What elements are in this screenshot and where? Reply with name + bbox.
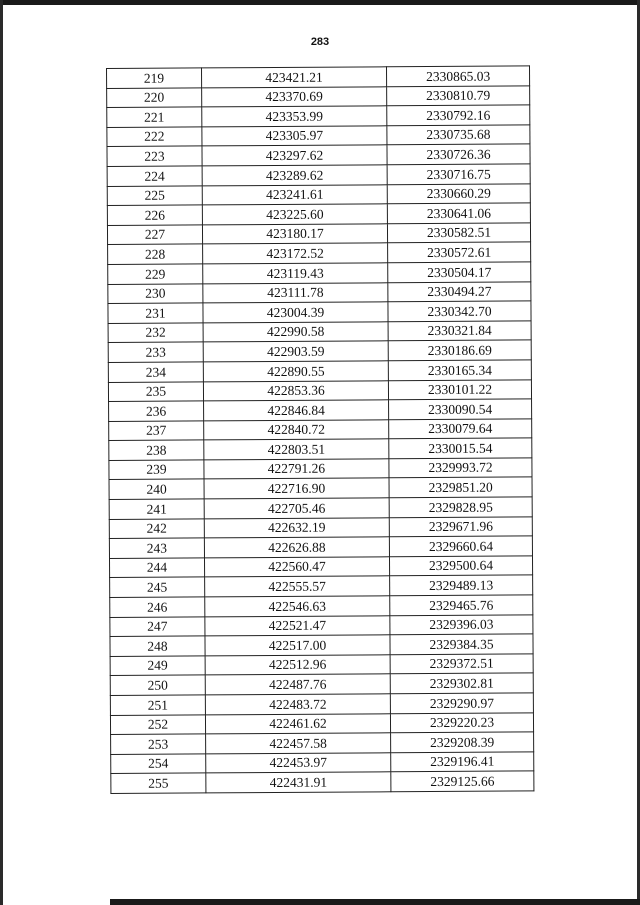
table-row [110,615,533,637]
coordinate-table [106,65,534,794]
easting-cell: 423289.62 [202,165,387,186]
page-number: 283 [310,36,330,48]
point-number-cell: 229 [108,264,203,284]
table-row [109,556,532,578]
easting-cell: 422791.26 [204,459,389,480]
table-row [110,693,533,715]
easting-cell: 422546.63 [205,596,390,617]
point-number-cell: 237 [109,421,204,441]
northing-cell: 2329302.81 [390,673,533,693]
point-number-cell: 243 [109,538,204,558]
easting-cell: 423004.39 [203,302,388,323]
table-row [107,164,530,186]
table-row [110,575,533,597]
northing-cell: 2329384.35 [390,634,533,654]
easting-cell: 423241.61 [202,184,387,205]
table-row [108,242,531,264]
point-number-cell: 245 [110,577,205,597]
point-number-cell: 248 [110,636,205,656]
easting-cell: 422990.58 [203,321,388,342]
northing-cell: 2329208.39 [391,732,534,752]
point-number-cell: 255 [111,773,206,793]
northing-cell: 2329465.76 [390,595,533,615]
northing-cell: 2330079.64 [389,419,532,439]
scan-border-bottom [110,899,640,905]
easting-cell: 422555.57 [205,576,390,597]
table-row [108,340,531,362]
table-row [109,458,532,480]
point-number-cell: 235 [108,381,203,401]
point-number-cell: 250 [110,675,205,695]
easting-cell: 422632.19 [204,517,389,538]
northing-cell: 2329125.66 [391,771,534,791]
northing-cell: 2330186.69 [388,340,531,360]
table-row [110,712,533,734]
northing-cell: 2329660.64 [389,536,532,556]
table-row [109,536,532,558]
easting-cell: 422483.72 [205,694,390,715]
northing-cell: 2330015.54 [389,438,532,458]
point-number-cell: 254 [111,754,206,774]
northing-cell: 2330504.17 [388,262,531,282]
northing-cell: 2330865.03 [387,66,530,86]
table-row [111,771,534,793]
table-row [108,379,531,401]
northing-cell: 2330660.29 [387,183,530,203]
coordinate-table-wrapper [106,65,534,794]
scan-border-left [0,0,3,905]
table-row [109,517,532,539]
northing-cell: 2330735.68 [387,125,530,145]
table-row [109,497,532,519]
table-row [108,281,531,303]
northing-cell: 2330641.06 [387,203,530,223]
easting-cell: 422560.47 [204,557,389,578]
northing-cell: 2329396.03 [390,615,533,635]
easting-cell: 422903.59 [203,341,388,362]
point-number-cell: 247 [110,617,205,637]
table-row [107,86,530,108]
point-number-cell: 219 [107,68,202,88]
table-row [107,144,530,166]
northing-cell: 2330101.22 [389,379,532,399]
table-row [108,321,531,343]
easting-cell: 423305.97 [202,126,387,147]
point-number-cell: 227 [107,225,202,245]
table-row [108,262,531,284]
table-row [107,223,530,245]
point-number-cell: 244 [109,558,204,578]
point-number-cell: 225 [107,185,202,205]
point-number-cell: 236 [109,401,204,421]
northing-cell: 2329290.97 [390,693,533,713]
easting-cell: 422521.47 [205,615,390,636]
easting-cell: 423225.60 [202,204,387,225]
northing-cell: 2330342.70 [388,301,531,321]
table-row [110,654,533,676]
table-row [109,438,532,460]
easting-cell: 422512.96 [205,655,390,676]
easting-cell: 422626.88 [204,537,389,558]
easting-cell: 423297.62 [202,145,387,166]
point-number-cell: 226 [107,205,202,225]
point-number-cell: 223 [107,146,202,166]
point-number-cell: 253 [111,734,206,754]
point-number-cell: 242 [109,519,204,539]
northing-cell: 2330726.36 [387,144,530,164]
northing-cell: 2330716.75 [387,164,530,184]
northing-cell: 2330090.54 [389,399,532,419]
easting-cell: 422846.84 [203,400,388,421]
northing-cell: 2329828.95 [389,497,532,517]
point-number-cell: 224 [107,166,202,186]
point-number-cell: 221 [107,107,202,127]
point-number-cell: 232 [108,323,203,343]
easting-cell: 422431.91 [206,772,391,793]
northing-cell: 2330792.16 [387,105,530,125]
table-row [109,399,532,421]
easting-cell: 423370.69 [202,86,387,107]
table-row [109,477,532,499]
northing-cell: 2330494.27 [388,281,531,301]
point-number-cell: 231 [108,303,203,323]
table-row [110,634,533,656]
table-row [110,673,533,695]
easting-cell: 422853.36 [203,380,388,401]
point-number-cell: 240 [109,479,204,499]
easting-cell: 423353.99 [202,106,387,127]
easting-cell: 423172.52 [203,243,388,264]
coordinate-table-body [107,66,534,794]
easting-cell: 422705.46 [204,498,389,519]
easting-cell: 422716.90 [204,478,389,499]
table-row [107,105,530,127]
easting-cell: 423180.17 [202,224,387,245]
point-number-cell: 238 [109,440,204,460]
table-row [107,203,530,225]
scan-border-top [0,0,640,5]
easting-cell: 423421.21 [201,67,386,88]
table-row [107,183,530,205]
northing-cell: 2329372.51 [390,654,533,674]
northing-cell: 2329500.64 [390,556,533,576]
northing-cell: 2329489.13 [390,575,533,595]
easting-cell: 422840.72 [204,419,389,440]
point-number-cell: 222 [107,127,202,147]
point-number-cell: 239 [109,460,204,480]
point-number-cell: 241 [109,499,204,519]
table-row [108,301,531,323]
northing-cell: 2329851.20 [389,477,532,497]
northing-cell: 2330582.51 [388,223,531,243]
easting-cell: 422890.55 [203,361,388,382]
point-number-cell: 252 [110,714,205,734]
easting-cell: 422517.00 [205,635,390,656]
table-row [110,595,533,617]
table-row [107,66,530,88]
table-row [109,419,532,441]
table-row [108,360,531,382]
point-number-cell: 249 [110,656,205,676]
northing-cell: 2330321.84 [388,321,531,341]
easting-cell: 423119.43 [203,263,388,284]
point-number-cell: 246 [110,597,205,617]
easting-cell: 422461.62 [205,713,390,734]
northing-cell: 2330810.79 [387,86,530,106]
easting-cell: 422453.97 [206,753,391,774]
point-number-cell: 228 [108,244,203,264]
point-number-cell: 220 [107,88,202,108]
point-number-cell: 230 [108,283,203,303]
point-number-cell: 233 [108,342,203,362]
table-row [111,752,534,774]
northing-cell: 2330165.34 [388,360,531,380]
easting-cell: 422803.51 [204,439,389,460]
easting-cell: 423111.78 [203,282,388,303]
northing-cell: 2329196.41 [391,752,534,772]
point-number-cell: 234 [108,362,203,382]
easting-cell: 422487.76 [205,674,390,695]
table-row [111,732,534,754]
point-number-cell: 251 [110,695,205,715]
table-row [107,125,530,147]
northing-cell: 2330572.61 [388,242,531,262]
northing-cell: 2329671.96 [389,517,532,537]
northing-cell: 2329993.72 [389,458,532,478]
easting-cell: 422457.58 [206,733,391,754]
northing-cell: 2329220.23 [391,712,534,732]
